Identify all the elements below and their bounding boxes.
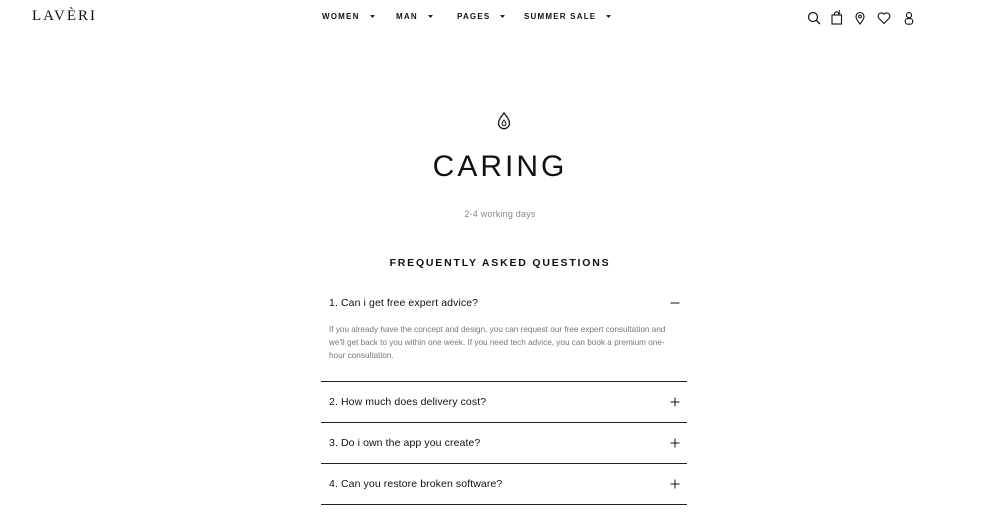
water-drop-icon	[496, 112, 512, 130]
shopping-bag-icon[interactable]	[830, 11, 844, 25]
faq-heading: FREQUENTLY ASKED QUESTIONS	[389, 257, 611, 269]
faq-question[interactable]: 3. Do i own the app you create?	[329, 437, 481, 449]
nav-item-label: MAN	[396, 12, 418, 21]
nav-item-women[interactable]	[322, 12, 376, 21]
user-icon[interactable]	[902, 11, 916, 25]
page-subtitle: 2-4 working days	[464, 209, 536, 219]
page-title: CARING	[432, 150, 568, 183]
faq-answer: If you already have the concept and design, you can request our free expert consultation and we'll get back to you within one week. If you need tech advice, you can book a premium one-hour consultation.	[329, 325, 666, 360]
heart-icon[interactable]	[877, 11, 891, 25]
faq-item[interactable]	[321, 464, 687, 505]
faq-item[interactable]	[321, 382, 687, 423]
nav-item-label: SUMMER SALE	[524, 12, 597, 21]
brand-logo[interactable]: LAVÈRI	[32, 8, 98, 24]
site-header	[0, 0, 1000, 36]
faq-item[interactable]	[321, 280, 687, 382]
main-nav	[0, 12, 1000, 26]
chevron-down-icon	[605, 13, 612, 20]
faq-question[interactable]: 4. Can you restore broken software?	[329, 478, 503, 490]
faq-question[interactable]: 2. How much does delivery cost?	[329, 396, 487, 408]
nav-item-pages[interactable]	[457, 12, 506, 21]
chevron-down-icon	[369, 13, 376, 20]
nav-item-summer-sale[interactable]	[524, 12, 612, 21]
collapse-minus-icon[interactable]	[670, 298, 680, 308]
nav-item-label: WOMEN	[322, 12, 360, 21]
faq-accordion	[321, 280, 687, 505]
faq-question[interactable]: 1. Can i get free expert advice?	[329, 297, 479, 309]
nav-item-label: PAGES	[457, 12, 491, 21]
expand-plus-icon[interactable]	[670, 438, 680, 448]
chevron-down-icon	[427, 13, 434, 20]
nav-item-man[interactable]	[396, 12, 434, 21]
expand-plus-icon[interactable]	[670, 397, 680, 407]
location-pin-icon[interactable]	[853, 11, 867, 25]
search-icon[interactable]	[807, 11, 821, 25]
chevron-down-icon	[499, 13, 506, 20]
cart-count-badge: 1	[838, 10, 841, 16]
expand-plus-icon[interactable]	[670, 479, 680, 489]
faq-item[interactable]	[321, 423, 687, 464]
